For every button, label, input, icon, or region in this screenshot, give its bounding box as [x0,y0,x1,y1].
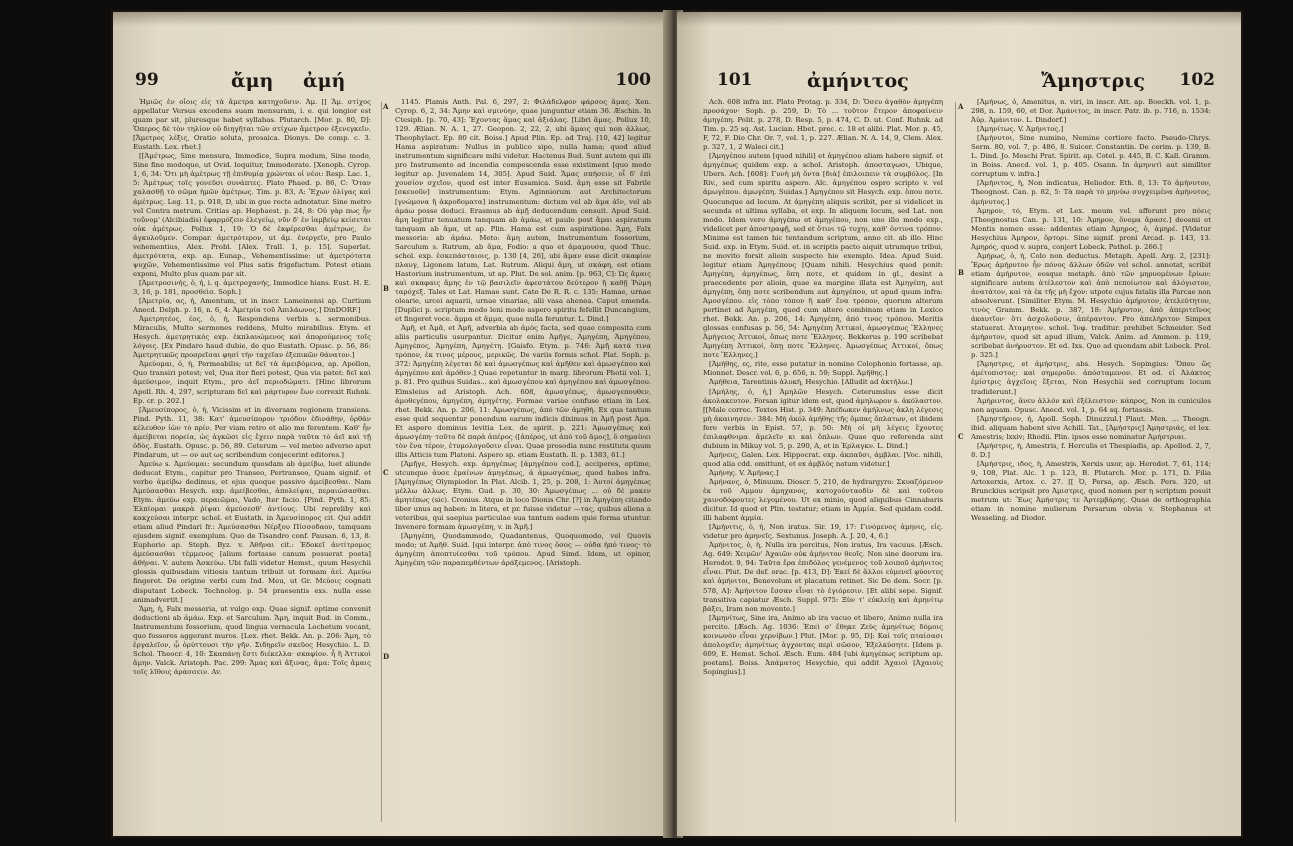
dictionary-entry: [Ἀμηγέπη, Quodammodo, Quadantenus, Quoquomodo, vel Quovis modo; ut Ἀμῆθ. Suid. [qui interpr. ἀπὸ τινος ὅσος — οὐδα ἠπό τινος· τὸ ἀμηγέπη ἀποπτυίεσθαι τοῦ τρόπου. Apud Simd. Idem, ut opinor, Ἀμηγέπη τῶν παραπεμθέντων ἀράξεμενος. [Aristoph. [395,532,651,568]
page-number: 99 [135,70,159,90]
margin-letter-a: A [958,102,964,111]
running-headword: ἀμήνιτος [807,70,909,92]
dictionary-entry: [Ἀμήλης, ὁ, ἡ,] Ἀμηλῶν Hesych. Ceterumslus esse dicit ἀκολακευτον. Forsan igitur idem est, quod ἀμηλωρον s. ἀκόλαστον. [[Male correc. Textes Hist. p. 349: Ἀπέδωκεν ἀμήλνως ἀκλη λέγεσις μὴ ἀκαινησεν.· 384: Μὴ ἀκόλ ἀμήθης τῆς ὄμπας ὄπλατων, et ibidem fere verbis in Epist. 57, p. 50: Μὴ οἱ μὴ λέγεις ἔχουτες ἐπιλαφθνιμα. ἄμελεῖν κι καὶ ὄπλων. Quae quo referenda sint dubium in Mikuy vol. 5, p. 290, A, et in Ἐρλαγκν. L. Dind.] [703,387,943,450]
right-page-column-2 [971,98,1211,826]
dictionary-entry: [[Ἀμέτρως, Sine mensura, Immodice, Supra modum, Sine modo, Sine fine modoque, ut Ovid. loquitur, Immoderate. [Xenoph. Cyrop. 1, 6, 34: Ὅτι μὴ ἀμέτρως τῇ ἐπιθυμίᾳ χρώνται οἱ νέοι: Resp. Lac. 1, 5: Ἀμέτρως τοῖς γονεῦσι συνάπτες. Plato Phaed. p. 86, C: Ὅταν χαλασθῇ τὸ σῶμα ἡμῶν ἀμέτρως. Tim. p. 83, A: Ἔχων ὀλίγας καὶ ἀμέτρως. Leg. 11, p. 918, D, ubi in gue recte adnotatur. Sine metro vel Contra metrum. Critias ap. Hephaest. p. 24, 8: Οὐ γὰρ πως ἦν τοὔνομ' (Alcibiadis) ἐφαρμόζειν ἐλεγείῳ, νῦν δ' ἐν ἰαμβείῳ κείσεται οὐκ ἀμέτρως. Pollux 1, 19: Ὁ δέ ἐκφέρεσθαι ἀμέτρως, ἐν ἀγκυλοῦμεν. Compar. ἀμετρότερον, ut ἀμ. ἐνεργεῖν, pro Paulo vehementius, Alex. Probl. [Alex. Trall. 1, p. 15]. Superlat. ἀμετρότατα, exp. ap. Eunap., Vehementissime: ut ἀμετρότατα ψυχῶν, Vehementissime vel Plus satis frigefactum. Potest etiam exponi, Multo plus quam par sit. [133,152,371,278]
dictionary-entry: [Ἀμήνιτος, ἡ, Non indicatus, Heliodor. Eth. 8, 13: Τὸ ἀμήνυτον, Theognost. Can. p. 82, 5: Τὰ παρὰ τὸ μηνύω συγχειμένα ἀμήνυτος, ἀμήνυτος.] [971,179,1211,206]
margin-letter-c: C [383,468,389,477]
dictionary-entry: Ἀμεύω s. Ἀμεύομαι: secundum quosdam ab ἀμείβω, luet aliunde deducat Etym., capitur pro Transeo, Pertranseo, Quam signif. et verbo ἀμείβω dedimus, et ejus quoque passivo ἀμείβεσθαι. Nam Ἀμεύσασθαι Hesych. exp. ἀμείβεσθαι, ἀπολείψαι, περαιώσασθαι. Etym. ἀμεύω exp. περαιῶμαι, Vado, Iter facio. [Pind. Pyth. 1, 85: Ἐλπίομαι μακρὰ ῥίψαι ἀμεύσεσθ' ἀντίους. Ubi repreliby καὶ κακχεύσαι interpr. schol. et Eustath. in Ἀμευσίπορος cit. Qui addit etiam aliud Pindari fr.: Ἀμεύσασθαι Νέρξου Πίσσοδαον, tamquam ejusdem signif. exemplum. Quo de Tisandro conf. Pausan. 6, 13, 8. Euphorio ap. Steph. Byz. v. Ἀθῆναι cit.: Ἐδοκεῖ ἀντίτρομος ἀμεύσασθαι τέμμενος [alium fortasse canum posuerat poeta] ἀθήναι. V. autem Ἀσκεύω. Ubi falli videtur Hemst., quum Hesychii glossis quibusdam vitiosis tantum tribuit ut formam ἀεί. Αμεύω fingeret. De origine verbi cum Ind. Meu, ut Gr. Μεύοις cognati disputant Lobeck. Technolog. p. 54 praesentis exs. nulla esse animadvertit.] [133,459,371,604]
page-number: 101 [717,70,753,90]
column-divider [381,102,382,822]
left-page [113,12,669,836]
dictionary-entry: Ἀμετρητέος, έος, ὁ, ἡ, Respondens verbis s. sermonibus. Miraculis, Multo sermones reddens, Multo mirabilius. Etym. et Hesych. ἀμετρητικός exp. ἐκπλανώμενος καὶ ἀπορούμενος τοῖς λόγοις. [Ex Pindaro haud dubie, de quo Eustath. Opusc. p. 56, 86: Ἀμετρητικῶς προσρεῖσαι φησί τὴν ταχεῖαν ἐξεπικῶν θάνατον.] [133,315,371,360]
dictionary-entry: [Ἀμήνιτις, ὁ, ἡ, Non iratus. Sir. 19, 17: Γινόμενος ἀμηνις, εἰς. videtur pro ἀμηνεῖς. Sextunus. Joseph. A. J. 20, 4, 6.] [703,523,943,541]
dictionary-entry: Ἀμήνιτος, ὁ, ἡ, Nulla ira percitus, Non iratus, Ira vacuus. [Æsch. Ag. 649: Χειμῶν' Ἀχαιῶν οὐκ ἀμήνιτον θεοῖς. Non sine deorum ira. Herodot. 9, 94: Ταῦτα ἔρα ἐπιδόλος γενέμενος τοῦ λοιποῦ ἀμήνιτος εἶναι. Plut. De def. orac. [p. 413, D]: Ἐκεί δὲ ἄλλοι εὐμενεῖ φύοντες καὶ ἀμήνιτοι, Benevolum et placatum retinet. Sic De dem. Socr. [p. 578, A]: Ἀμήνιτον ἔσσαν εἶναι τὸ ἐγιόρεσιν. [Et alibi sepe. Signif. transitiva capiatur Æsch. Suppl. 975: Ξὺν τ' εὐκλείῃ καὶ ἀμηνίτῳ βάξει, Iram non movente.] [703,541,943,613]
dictionary-entry: [Ἀμήθης, ες, rite, esse putatur in nomine Colophonio fortasse, ap. Mionnet. Descr. vol. 6, p. 656, n. 59; Suppl. Ἀμῆθης.] [703,360,943,378]
right-page [677,12,1241,836]
dictionary-entry: Ἀμηρον, τό, Etym. et Lex. meum vel. afferunt pro πόεις [Theognostus Can. p. 131, 10: Ἀμηρον, ὄνομα ἄρασε.] deosmi et Montis nomen esse: addentes etiam Ἀμηρος, ὁ, ἀμηρέ. [Videtur Hesychius Ἀμηρον, ὄρτορι. Sine signif. proni Arcad. p. 143, 13. Ἀμηρός, quod v. supra, conjert Lobeck. Pathol. p. 266.] [971,206,1211,251]
dictionary-entry: Ἀμήριντος, ἄνευ ἀλλόν καὶ ἐξέλειστον: κάπρος, Non in cuniculos non aquam. Opusc. Anecd. vol. 1, p. 64 sq. fortassis. [971,396,1211,414]
dictionary-entry: Ἀμήθεια, Tarentinis ἀλυκὴ, Hesychio. [Alludit ad ἀκτήλω.] [709,378,913,387]
running-headword-center: ἀμή [303,70,346,92]
left-page-header [113,70,669,96]
margin-letter-a: A [383,102,389,111]
dictionary-entry: [Ἀμηνίτως. V. Ἀμήνιτος.] [977,125,1064,134]
dictionary-entry: Ἀμῆ, et Ἀμᾶ, et Ἀμῆ, adverbia ab ἀμὸς facta, sed quae composita cum aliis particulis usurpantur. Dicitur enim Ἀμῆγε, Ἀμηγέπη, Ἀμηγέπου, Ἀμηγέπος, Ἀμηγέπη, Ἀμηγέτη. [Gaisfo. Etym. p. 746: Ἀμῆ κατά τινα τρόπον, ἐκ τινος μέρους, μερικῶς. De variis formis schol. Plat. Soph. p. 372: Ἀμηγέπη λέγεται δὲ καὶ ἀμωσγέπως καὶ ἀμῆθεν καὶ ἀμωσγέπου καὶ ἀμηγέπου καὶ ἀμόθεν.] Quae repetuntur in marg. librorum Photii vol. 1, p. 81. Pro quibus Suidas... καὶ ἀμωσγέπου καὶ ἀμηγέπου καὶ ἀμωσγέπου. Elmsleius ad Aristoph. Ach. 608, ἀμωσγέπως, ἀμωσγεπουθεν, ἀμοθεγέπου, ἀμηγέπη, ἀμηγέτης. Formae variae confuse etiam in Lex. rhet. Bekk. An. p. 206, 11: Ἀμωσγέπως, ἀπό τῶν ἀμηθή. Ex qua tantum esse quid sequentur ponendum earum indicis diximus in Ἀμῆ post Ἀμα. Et aspero dominus levitia Lex. de spirit. p. 221: Ἀμωσγέπως καὶ ἀμωσγέπη· τοῦτο δὲ παρὰ ἀπέρος ([ἀπέρος, ut ἀπὸ τοῦ ἅμος], ὅ σημαίνει τὸν ἕνα τέρον, ἐτυμολογοῦσιν εἶναι. Quae prosodia nunc restituta quum illis Atticis tum Platoni. Aspero sp. etiam Eustath. Il. p. 1383, 61.] [395,324,651,459]
dictionary-entry: [Ἀμηστήριον, ἡ, Apoll. Soph. Dinuzzul.] Plaut. Men. ... Theogn. ibid. aliquam habent sive Achill. Tat., [Ἀμήστρις] Ἀμηστριάς, et lex. Amestris; lxxiv; Rhodii. Plin. ipsos esse nominatur Ἀμήστριαι. [971,414,1211,441]
dictionary-entry: Ἠμιῶς ἐν οἷοις εἰς τὰ ἄμετρα κατηχοῦσιν. Ἀμ. [[ Ἄμ. στίχος appellatur Versus excedens suam mensuram, i. e. qui longior est quam par sit, pluresque habet syllabas. Plutarch. [Mor. p. 80, D]: Ὅπερος δὲ τὸν τηλίον οὐ διηγῆται τῶν στίχων ἄμετρον ἐξενεγκεῖν. [Ἄμετρος λέξις, Oratio soluta, prosaica. Dionys. De comp. c. 3. Eustath. Lex. rhet.] [133,98,371,152]
page-top-shadow [113,12,669,26]
right-page-column-1 [703,98,943,826]
dictionary-entry: 1145. Plamis Anth. Pal. 6, 297, 2: Φιλάδελφον φάρσος ἄμας. Xen. Cyrop. 6, 2, 34: Ἄμην καὶ σμινύην, quae junguntur etiam 36. Æschin. In Ctesiph. [p. 70, 43]: Ἔχοντας ἄμας καὶ ἀξιάλας. [Libri ἅμας. Pollux 10, 129. Ælian. N. A. 1, 27. Geopon. 2, 22, 2, ubi ἅμαις qui non ἀλλως. Theophylact. Ep. 80 cit. Boiss.] Apud Plin. Ep. ad Traj. [10, 42] legitur Hama aspiratum: Nullus in publico sipo, nulla hama; quod aliud instrumentum significare mihi videtur. Hactenus Bud. Sunt autem qui illi pro Instrumento ad incendia compescenda esse existiment [quo modo legitur ap. Juvenalem 14, 305]. Apud Suid. Ἄμας σπήσειν, οἷ δ' ἐπὶ χουσίον σχεῖον, quod est inter Eusamica. Suid. ἄμη esse sit Fabrile [σκευοῦν] instrumentum: Etym. Aginniorum aut Architectorum [γνώμονα ἢ ἀκροδοματα] instrumentum: dictum vel ab ἅμα ἀῖν, vel ab ἀμάω posse deduci. Erasmus ab ἀμῇ deducendum censuit. Apud Suid. ἄμη legitur tenuatum tanquam ab ἀμάω, et paulo post ἅμαι aspiratum tanquam ab ἅμα, ut ap. Plin. Hama est cum aspiratione. Ἄμη, Falx messoria: ab ἀμάω. Meto: ἅμη autem, Instrumentum fossorium, Sarculum s. Rutrum, ab ἄμα, Fodio: a quo et ἀμαμουσα, quod Thuc. schol. exp. ἐσκεπάσταιοις, p. 130 [4, 26], ubi ἄμαν esse dicit σκαφίον πλαυγ, Ligonem latum, Lat. Rutrum. Aliqui ἄμη, ut σκάφη, est etiam Hastorium instrumentum, ut ap. Plut. De sol. anim. [p. 963, C]: Ὡς ἄμαις καὶ σκαφαις ἄμης ἐν τῷ βασιλεῖν ἀφεστάτου δεύτερον ἢ καθῇ Ῥώμη ταρόχεξ. Tales et Lat. Hamae sunt. Cato De R. R. c. 135: Hamae, urnae olearie, urcei aquarii, urnae vinariae, alii vasa ahenea. Caput emenda. [Duplici p. scriptum modo leni modo aspero spiritu fefellit Duncangium, et fingeret voce. ἄμμα et ἄμμα, quae nulla feruntur. L. Dind.] [395,98,651,324]
dictionary-entry: Ach. 608 infra int. Plato Protag. p. 334, D: Ὅσευ ἀγαθὸν ἀμηγέπη προσάχον· Soph. p. 259, D: Τὸ ... τοῦτον ἕτερον ἀποφαίνειν ἀμηγέπη. Polit. p. 278, D. Resp. 5, p. 474, C. D. ut. Conf. Ruhnk. ad Tim. p. 25 sq. Ast. Lucian. Hbet. prec. c. 18 et alibi. Plat. Mor. p. 45, F, 72, F. Dio Chr. Or. 7, vol. 1, p. 227. Ælian. N. A. 14, 9, Clem. Alex. p. 327, 1, 2 Waleci cit.] [703,98,943,152]
page-top-shadow [677,12,1241,26]
dictionary-entry: [Ἀμῆγε, Hesych. exp. ἀμηγέπως [ἀμηγέπου cod.], acciperes, optime, utcunque ἀυσε ἐμαίνων ἀμηγέπως, ἀ ἀμωσγέπως, quod habes infra. [Ἀμηγέπως Olympiodor. In Plat. Alcib. 1, 25, p. 208, 1: Ἀυτοί ἀμηγέπως μέλλω ἀλλως. Etym. Gud. p. 30, 30: Ἀμωσγέπως ... οὐ δὲ μακεν ἀμητέπως (sic). Cronius. Atque in loco Dionis Chr. [?] in Ἀμηγέπη citando liber unus aq haben: in litera, et pr. fuisse videtur —τας, quibus aliena a veteribus, qui saepius particulae sua tantum eadem quie forma utuntur. Invenere formam ἀμωσγέπη, v. in Ἄμῆ.] [395,459,651,532]
dictionary-entry: [Ἀμηγέπου autem [quod nihili] et ἀμηγέπου aliam habere signif. et ἀμηγέπως quidem exp. a schol. Aristoph. ἀποσταγωσι, Ubique, Ubers. Ach. [608]: Γυνὴ μὴ ὄντα [διὰ] ἐπιλοιπειν τὰ συμβόλος. [In Riv., sed cum spiritu aspero. Alc. ἀμηγέπου ospro scripto v. vel ἀμωγέπου. ἀμωγέπη. Suidas.] Ἀμηγέπου sit Hesych. exp. ὅπου ποτε. Quocunque ad locum. At ἀμηγέπη aliquis scribit, per si videlicet in secunda et ultima syllaba, et exp. In aliquem locum, sed Lat. non modo. Idem vero ἀμηγέπω et ἀμηγέπου, non uno illo modo exp., videlicet per ἀποστραφῇ, sed et ὅτινι τῷ τυχηι, καθ' ὁντινα τρόπον. Minime est tamen hic tentandum scriptum, anno cit. ab illo. Hinc Suid. exp. in Etym. Suid. et. in scriptis pacto aiquit utrumque tribui, ne movito forsit alioin suspecto hie exemplo. Idea. Apud Suid. legitur etiam Ἀμηγέπους [Quam nihili. Hesychius quod ponit: Ἀμηγέπη, ἀμηγέπως, ὅπη ποτε, et quidem in gl., desint a praecedente per alioin, quae ea margine illata est Ἀμηγέπη, aut ἀμηγέπη, ὅπῃ ποτε scribendum aut ἀμηγέπου, ut apud quum infra: Ἀμοσγέπου. εἰς τόπο τόπον ἢ καθ' ἕνα τρόπον, quorum alterum pertinet ad Ἀμηγέπη, quod cum altero combinam etiam in Lexico rhet. Bekk. An. p. 206, 14: Ἀμηγέπη, ἀπό τινος τρόπου. Meritis glossas confusas p. 56, 54: Ἀμηγέπη Ἀττικοί, ἀμωσγέπως Ἕλληνες Ἀμήγειος Ἀττικοί, ὅπως ποτε Ἕλληνες. Bekkerus p. 190 scribebat Ἀμηγέπη Ἀττικοί, ὅπῃ ποτε Ἕλληνες. Ἀμωσγέπως Ἀττικοί, ὅπως ποτε Ἕλληνες.] [703,152,943,360]
dictionary-entry: [Ἀμευσίπορος, ὁ, ἡ, Vicissim et in diversam regionem transiens. Pind. Pyth. 11, 38: Κατ' ἀμευσίπορον τριόδον ἐδινάθην, ὀρθὰν κέλευθον ἰὼν τὸ πρίν. Per viam retro et alio me ferentem. Καθ' ἦν ἀμείβεται πορεία, ὡς ἀγκῶσι εἰς ἔχειν παρὰ ταῦτα τὸ ἀεῖ καὶ τῇ ὁδὸς. Eustath. Opusc. p. 56, 89. Ceterum — vel meteo adverso aput Pindarum, ut — ον aut ως scribendum conjecerint editores.] [133,405,371,459]
left-page-column-2 [395,98,651,826]
column-divider [955,102,956,822]
dictionary-entry: [Ἀμήνυτοι, Sine numino, Nemine certiore facto. Pseudo-Chrys. Serm. 80, vol. 7, p. 486, 8. Suicer. Constantin. De cerim. p. 139, B. L. Dind. Jo. Moschi Prat. Spirit. ap. Cotel. p. 445, B. C. Kall. Gramm. in Boiss. Anecd. vol. 1, p. 405. Osann. In ἀμηνυτὶ aut simillter corruptum v. infra.] [971,134,1211,179]
margin-letter-b: B [383,284,389,293]
dictionary-entry: [Ἄμηστρις, et ἀμήστρις, abs. Hesych. Sopingius: Ὅπου ὥς ἀμέτοπιστος: καὶ σημεροῦν. ἀπόσταμενον. Et ed. εἰ Ἀλάκτος ἐμίστρις ἀγχεῖοις ἔξεται, Non Hesychii sed corruptum locum tradiderunt.] [971,360,1211,396]
left-page-column-1 [133,98,371,826]
dictionary-entry: Ἄμη, ἡ, Falx messoria, ut vulgo exp. Quae signif. optime convenit deductioni ab ἀμάω. Exp. et Sarculum. Ἄμη, inquit Bud. in Comm., Instrumentum fossorium, quod lingua vernacula Lochetum vocant, quo fossores aggerant muros. [Lex. rhet. Bekk. An. p. 206: Ἄμη, τὸ ἐργαλεῖον, ᾧ ὀρύττουσι τὴν γῆν. Σιδηρεῖν σκεῦος Hesychio. L. D. Schol. Theocr. 4, 10: Σκαπάνῃ ἔστι διέκελλα· σκαφίον. ἦ ἢ Ἀττικοὶ ἄμην. Valck. Aristoph. Pac. 299: Ἄμας καὶ ἄξινας, ἄμα: Τοῖς ἄμαις τοῖς λῖθοις ἀράσσειν. Av. [133,604,371,676]
margin-letter-b: B [958,268,964,277]
dictionary-entry: Ἀμεύομαι, ὁ, ἡ, Permeabilis; ut δεῖ τὰ ἀμειβόμενα, ap. Apollon, Quo transiri potest; vel, Qua iter fieri potest, Qua via patet: δεῖ καὶ ἀμεύσιμον, inquit Etym., pro ἀεῖ περιοδώματι. [Hinc librorum Apoll. Rh. 4, 297, scripturam δεῖ καὶ μάρτυρον ἔων correxit Ruhnk. Ep. cr. p. 202.] [133,360,371,405]
page-number-right: 102 [1179,70,1215,90]
dictionary-entry: Ἀμήνης. V. Ἀμήνας.] [709,468,779,477]
dictionary-entry: [Ἀμήστρις, ιδος, ἡ, Amestris, Xerxis uxor, ap. Herodot. 7, 61, 114; 9, 108, Plat. Alc. 1 p. 123, B. Plutarch. Mor. p. 171, D. Filia Artoxerxis, Artox. c. 27. [[ Ὁ, Persa, ap. Æsch. Pers. 320, ut Brunckius scripsit pro Ἀμιστρις, quod nomen per η scriptum posuit metrum ut: Ἕως Ἀμήστρις τε Ἀρτεμβάρης. Quae de orthographia etiam in nomine mulierum Persarum obvia v. Stephanus et Wesseling. ad Diodor. [971,459,1211,523]
dictionary-entry: Ἀμήνεις, Galen. Lex. Hippocrat. exp. ἀκπαῦσι, ἀμβλαι. [Voc. nihili, quod alia cdd. omittunt, et ex ἀμβλύς natum videtur.] [703,450,943,468]
page-number-right: 100 [615,70,651,90]
margin-letter-d: D [383,652,390,661]
dictionary-entry: [Ἀμετροσινής, ὁ, ἡ, i. q. ἀμετροχανής, Immodice hians. Eust. H. E. 3, 16, p. 181, προσθεὶσ. Soph.] [133,278,371,296]
right-page-header [677,70,1241,96]
dictionary-entry: [Ἀμηνίτως, Sine ira, Animo ab ira vacuo et libero, Animo nulla ira percito. [Æsch. Ag. 1036: Ἐπεὶ σ' ἔθηκε Ζεὺς ἀμηνίτως δόμοις κοινωνὸν εἶναι χερνίβων.] Plut. [Mor. p. 95, D]: Καὶ τοῖς πταίσασι ἀπολογεῖν; ἀμηνίτως ἀγχοντας περὶ σῶσον, Ἐξελκύσητε. [Idem p. 609, E. Hemst. Schol. Æsch. Eum. 484 [ubi ἀμηγέπως scriptum ap. poetam]. Boiss. Ἀπάματος Hesychio, qui addit Ἀχαιοὶ [Ἀχαιοὶς Sopingius].] [703,613,943,676]
dictionary-entry: Ἀμήνανς, ὁ, Minuum. Dioscr. 5, 210, de hydrargyro: Σκυαζόμενον ἐκ τοῦ Αμμου ἀμηχανος, κατοχούνταοδίν δὲ καὶ τοῦτου χαινοδόφουτες λεγομένου. Ut ex minio, quod aliquibus Cinnabaris dicitur. Id quod et Plin. testatur; etiam in Ἀμμία. Sed quidam codd. illi habent ἀμμία. [703,477,943,523]
dictionary-entry: [Ἀμετρία, ας, ἡ, Amentum, ut in inscr. Lameinensi ap. Curtium Anecd. Delph. p. 16, n. 6, 4: Ἀμετρία τοῦ Ἀπιλάωνος.] DinDORF.] [133,297,371,315]
margin-letter-c: C [958,432,964,441]
running-headword: ἄμη [231,70,274,92]
open-book [111,10,1243,838]
dictionary-entry: [Ἀμήνως, ὁ, Amenitus, n. viri, in inscr. Att. ap. Boeckh. vol. 1, p. 298, n. 159, 60, et Dor. Ἀμάνιτος, in inscr. Patr. ib. p. 716, n. 1534: Ἀὐρ. Ἀμάνιτον. L. Dindorf.] [971,98,1211,125]
dictionary-entry: Ἀμήρως, ὁ, ἡ, Colo non deductus. Metaph. Apoll. Arg. 2, [231]: Ἔρως ἀμήρυτον ἦν πόνος ἄλλων ὁδῶν vel schol. annotat, scribit etiam ἀμήρυτον, eosque metaph. ἀπὸ τῶν μηρυομένων ἔρίων: significare autem ἀτέλεστον καὶ ἀπὸ πεποίωτον καὶ ἀλόγιστον, ἀνατάτον, καὶ τὰ ἐκ τῆς μὴ ἔχον: utpote cujus fatalis illa Parcae non absolverunt. [Similiter Etym. M. Hesychio ἀμήρυτον, ἀτελεύτητον, τινὸς Gramm. Bekk. p. 387, 18: Ἀμήρυτον, ἀπὸ ἀπεριτεῖνος ἀκαυτῖον· ὅτι ἀσχολοῦσιν, ἀπέραντον. Pro ἀπελήριτον Simpex statuerat. Ἀταμητον. schol. Ἰνφ. traditur. prehibet Schneider. Sed ἀμήρυτον, quod sit apud illum, Valck. Anim. ad Ammon. p. 119, scribebat ἀνήρυστον. Et ed. Ixs. Quo ad quondam abit Lobeck. Prol. p. 325.] [971,251,1211,360]
running-headword-right: Ἄμηστρις [1041,70,1145,92]
dictionary-entry: [Ἀμήστρις, ἡ, Amestris, f. Herculis et Thespiadis, ap. Apollod. 2, 7, 8. D.] [971,441,1211,459]
